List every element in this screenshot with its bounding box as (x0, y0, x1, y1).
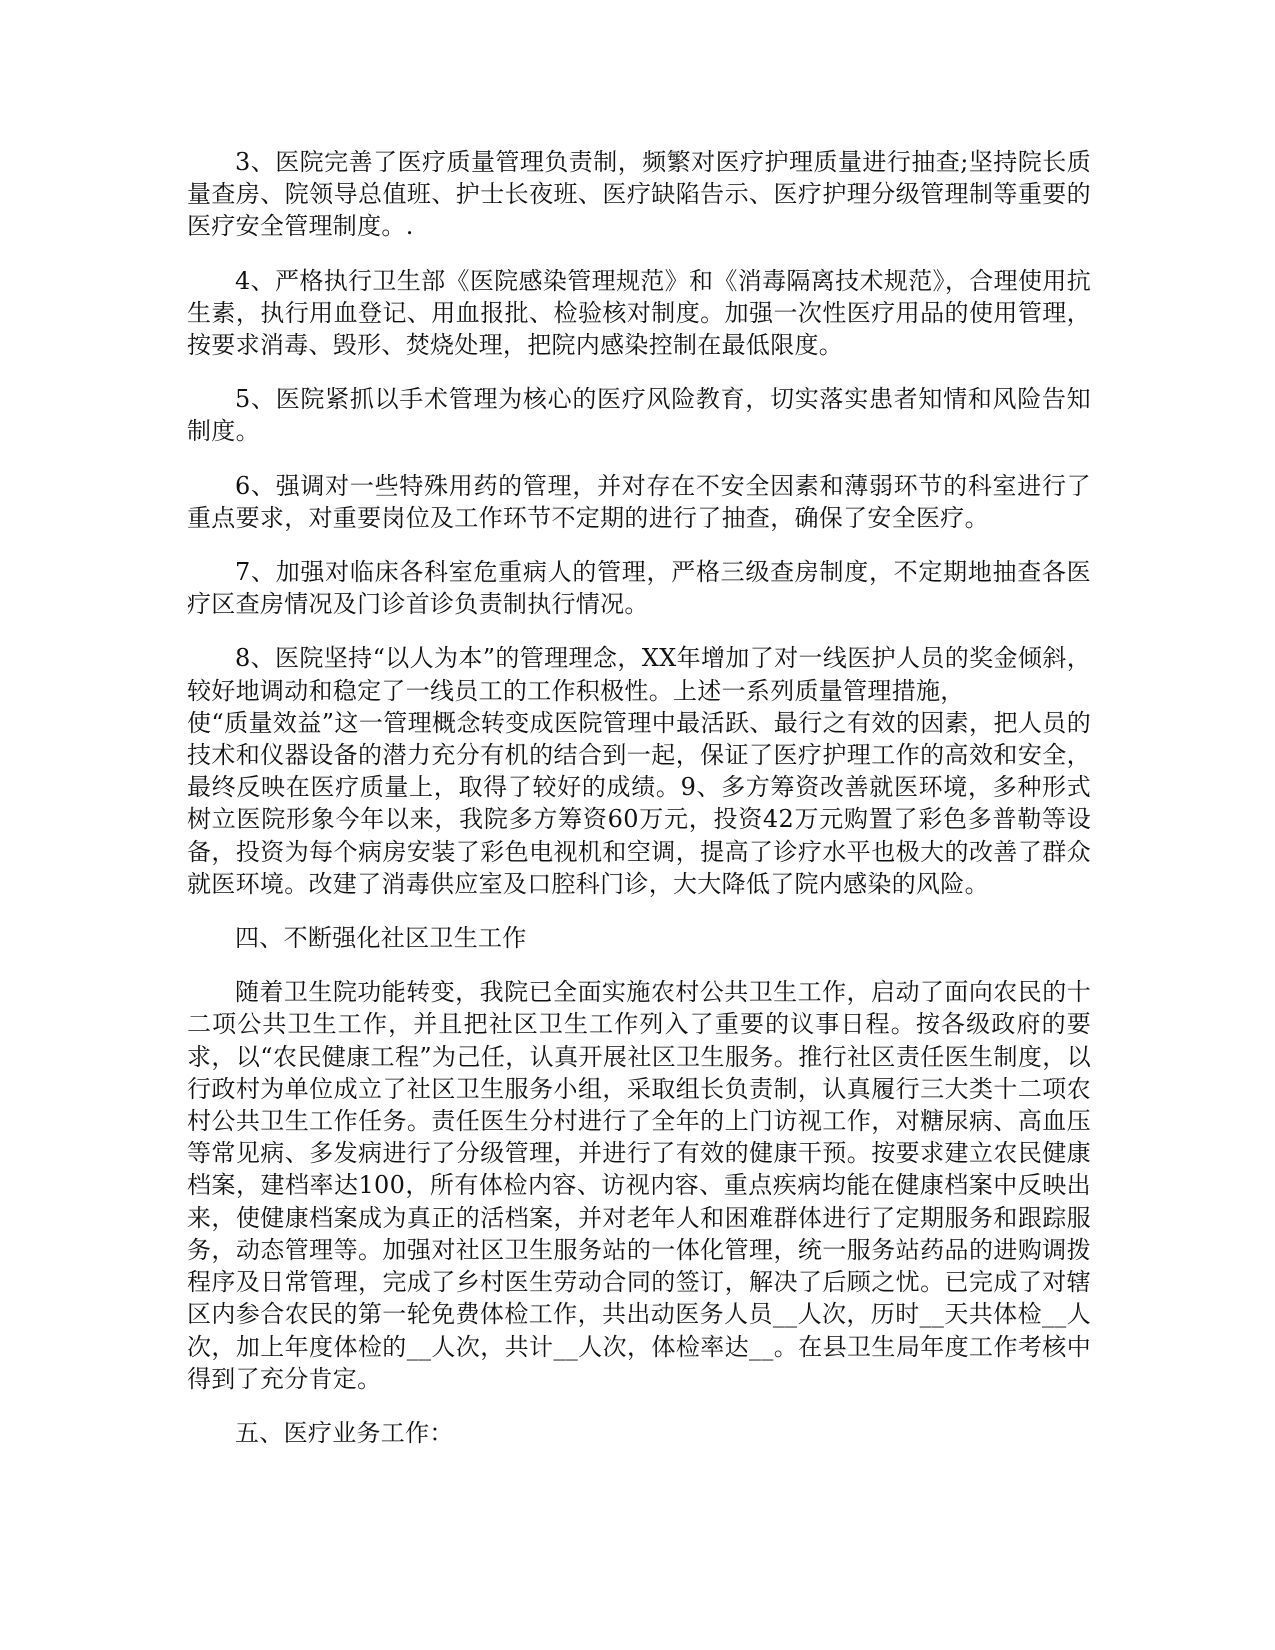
paragraph-item-7: 7、加强对临床各科室危重病人的管理，严格三级查房制度，不定期地抽查各医疗区查房情况及门诊首诊负责制执行情况。 (187, 558, 1091, 619)
paragraph-item-8: 8、医院坚持“以人为本”的管理理念，XX年增加了对一线医护人员的奖金倾斜，较好地调动和稳定了一线员工的工作积极性。上述一系列质量管理措施， 使“质量效益”这一管理概念转变成医院管理中最活跃、最行之有效的因素，把人员的技术和仪器设备的潜力充分有机的结合到一起，保证了医疗护理工作的高效和安全，最终反映在医疗质量上，取得了较好的成绩。9、多方筹资改善就医环境，多种形式树立医院形象今年以来，我院多方筹资60万元，投资42万元购置了彩色多普勒等设备，投资为每个病房安装了彩色电视机和空调，提高了诊疗水平也极大的改善了群众就医环境。改建了消毒供应室及口腔科门诊，大大降低了院内感染的风险。 (187, 644, 1091, 898)
paragraph-item-6: 6、强调对一些特殊用药的管理，并对存在不安全因素和薄弱环节的科室进行了重点要求，对重要岗位及工作环节不定期的进行了抽查，确保了安全医疗。 (187, 471, 1091, 532)
section-heading-5: 五、医疗业务工作： (235, 1418, 454, 1447)
document-page (187, 146, 1091, 1471)
section-4-body: 随着卫生院功能转变，我院已全面实施农村公共卫生工作，启动了面向农民的十二项公共卫生工作，并且把社区卫生工作列入了重要的议事日程。按各级政府的要求，以“农民健康工程”为己任，认真开展社区卫生服务。推行社区责任医生制度，以行政村为单位成立了社区卫生服务小组，采取组长负责制，认真履行三大类十二项农村公共卫生工作任务。责任医生分村进行了全年的上门访视工作，对糖尿病、高血压等常见病、多发病进行了分级管理，并进行了有效的健康干预。按要求建立农民健康档案，建档率达100，所有体检内容、访视内容、重点疾病均能在健康档案中反映出来，使健康档案成为真正的活档案，并对老年人和困难群体进行了定期服务和跟踪服务，动态管理等。加强对社区卫生服务站的一体化管理，统一服务站药品的进购调拨程序及日常管理，完成了乡村医生劳动合同的签订，解决了后顾之忧。已完成了对辖区内参合农民的第一轮免费体检工作，共出动医务人员__人次，历时__天共体检__人次，加上年度体检的__人次，共计__人次，体检率达__。在县卫生局年度工作考核中得到了充分肯定。 (187, 978, 1091, 1393)
paragraph-item-5: 5、医院紧抓以手术管理为核心的医疗风险教育，切实落实患者知情和风险告知制度。 (187, 385, 1091, 446)
section-heading-4: 四、不断强化社区卫生工作 (235, 924, 527, 953)
paragraph-item-3: 3、医院完善了医疗质量管理负责制，频繁对医疗护理质量进行抽查;坚持院长质量查房、院领导总值班、护士长夜班、医疗缺陷告示、医疗护理分级管理制等重要的医疗安全管理制度。. (187, 148, 1091, 241)
paragraph-item-4: 4、严格执行卫生部《医院感染管理规范》和《消毒隔离技术规范》，合理使用抗生素，执行用血登记、用血报批、检验核对制度。加强一次性医疗用品的使用管理，按要求消毒、毁形、焚烧处理，把院内感染控制在最低限度。 (187, 266, 1091, 360)
